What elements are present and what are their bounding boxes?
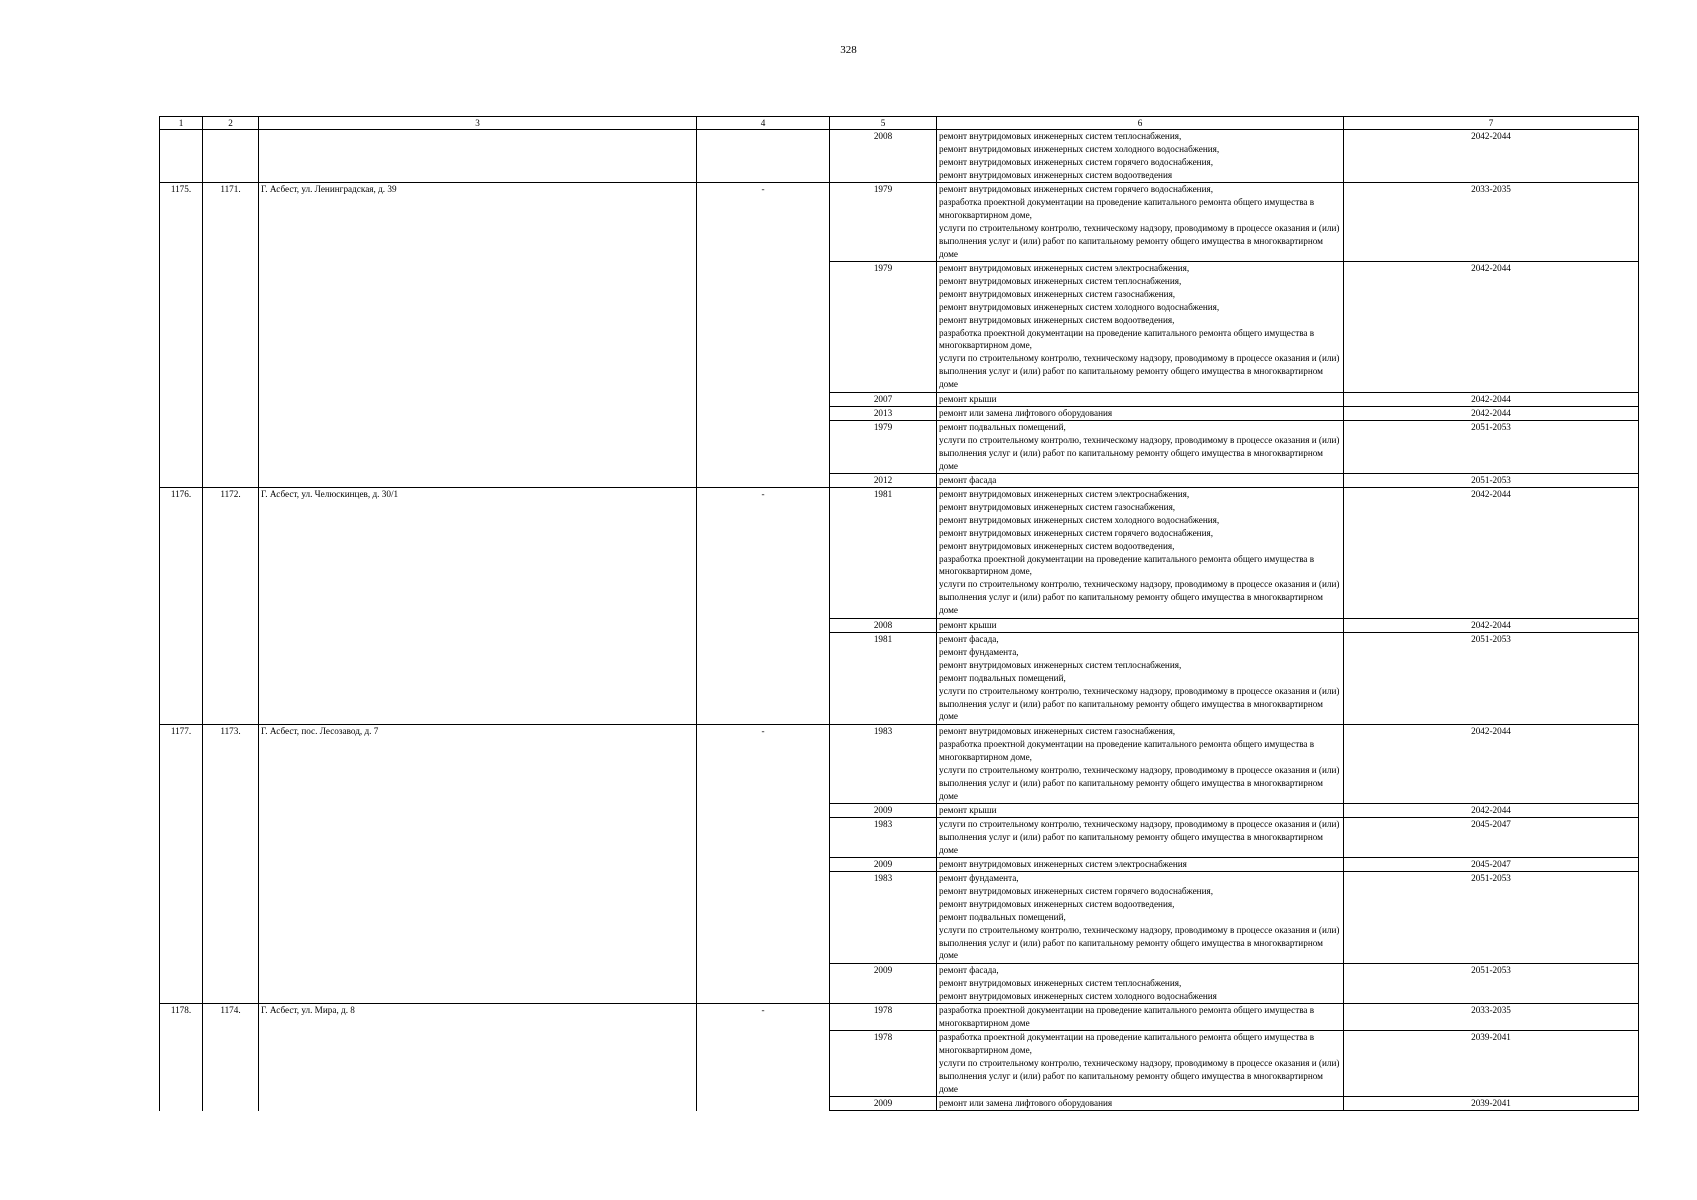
works-text: ремонт внутридомовых инженерных систем электроснабжения, ремонт внутридомовых инженерных систем теплоснабжения, ремонт внутридомовых инженерных систем газоснабжения, ремонт внутридомовых инженерных систем холодного водоснабжения, ремонт внутридомовых инженерных систем водоотведения, разработка проектной документации на проведение капитального ремонта общего имущества в многоквартирном доме, услуги по строительному контролю, техническому надзору, проводимому в процессе оказания и (или) выполнения услуг и (или) работ по капитальному ремонту общего имущества в многоквартирном доме: [939, 263, 1340, 390]
header-col-6: 6: [937, 117, 1344, 130]
year-cell: 1983: [830, 818, 937, 858]
works-cell: [937, 818, 1344, 858]
works-cell: [937, 619, 1344, 633]
row-number-cell: 1178.: [160, 1004, 203, 1111]
col4-cell: -: [697, 183, 830, 488]
year-cell: 1981: [830, 633, 937, 725]
period-cell: 2051-2053: [1344, 633, 1639, 725]
period-cell: 2042-2044: [1344, 725, 1639, 804]
period-cell: 2042-2044: [1344, 393, 1639, 407]
record-number-cell: [203, 130, 259, 183]
period-cell: 2042-2044: [1344, 262, 1639, 393]
col4-cell: [697, 130, 830, 183]
table-row: [160, 183, 1639, 262]
year-cell: 1979: [830, 262, 937, 393]
period-cell: 2042-2044: [1344, 407, 1639, 421]
year-cell: 1983: [830, 872, 937, 964]
row-number-cell: [160, 130, 203, 183]
record-number-cell: 1174.: [203, 1004, 259, 1111]
period-cell: 2051-2053: [1344, 421, 1639, 474]
works-text: ремонт внутридомовых инженерных систем электроснабжения: [939, 859, 1187, 869]
capital-repair-table: [159, 116, 1639, 1111]
works-cell: [937, 872, 1344, 964]
works-text: ремонт крыши: [939, 620, 997, 630]
works-text: ремонт фасада: [939, 475, 997, 485]
period-cell: 2042-2044: [1344, 488, 1639, 619]
address-cell: Г. Асбест, ул. Челюскинцев, д. 30/1: [259, 488, 697, 725]
works-text: ремонт или замена лифтового оборудования: [939, 408, 1113, 418]
header-col-7: 7: [1344, 117, 1639, 130]
works-cell: [937, 262, 1344, 393]
works-cell: [937, 421, 1344, 474]
year-cell: 2009: [830, 964, 937, 1004]
table-row: [160, 130, 1639, 183]
period-cell: 2045-2047: [1344, 818, 1639, 858]
period-cell: 2051-2053: [1344, 474, 1639, 488]
year-cell: 2012: [830, 474, 937, 488]
header-col-2: 2: [203, 117, 259, 130]
year-cell: 2008: [830, 130, 937, 183]
period-cell: 2033-2035: [1344, 183, 1639, 262]
header-col-4: 4: [697, 117, 830, 130]
year-cell: 2008: [830, 619, 937, 633]
year-cell: 1983: [830, 725, 937, 804]
works-text: ремонт внутридомовых инженерных систем электроснабжения, ремонт внутридомовых инженерных систем газоснабжения, ремонт внутридомовых инженерных систем холодного водоснабжения, ремонт внутридомовых инженерных систем горячего водоснабжения, ремонт внутридомовых инженерных систем водоотведения, разработка проектной документации на проведение капитального ремонта общего имущества в многоквартирном доме, услуги по строительному контролю, техническому надзору, проводимому в процессе оказания и (или) выполнения услуг и (или) работ по капитальному ремонту общего имущества в многоквартирном доме: [939, 489, 1340, 616]
header-row: [160, 117, 1639, 130]
works-cell: [937, 858, 1344, 872]
works-cell: [937, 725, 1344, 804]
year-cell: 2009: [830, 804, 937, 818]
year-cell: 1978: [830, 1004, 937, 1031]
period-cell: 2039-2041: [1344, 1097, 1639, 1111]
row-number-cell: 1177.: [160, 725, 203, 1004]
year-cell: 2009: [830, 858, 937, 872]
address-cell: Г. Асбест, ул. Мира, д. 8: [259, 1004, 697, 1111]
works-cell: [937, 964, 1344, 1004]
period-cell: 2051-2053: [1344, 964, 1639, 1004]
table-row: [160, 725, 1639, 804]
works-text: ремонт фасада, ремонт внутридомовых инженерных систем теплоснабжения, ремонт внутридомовых инженерных систем холодного водоснабжения: [939, 965, 1217, 1001]
works-text: услуги по строительному контролю, техническому надзору, проводимому в процессе оказания и (или) выполнения услуг и (или) работ по капитальному ремонту общего имущества в многоквартирном доме: [939, 819, 1340, 855]
record-number-cell: 1172.: [203, 488, 259, 725]
works-text: ремонт фасада, ремонт фундамента, ремонт внутридомовых инженерных систем теплоснабжения, ремонт подвальных помещений, услуги по строительному контролю, техническому надзору, проводимому в процессе оказания и (или) выполнения услуг и (или) работ по капитальному ремонту общего имущества в многоквартирном доме: [939, 634, 1340, 722]
period-cell: 2042-2044: [1344, 130, 1639, 183]
works-text: ремонт крыши: [939, 394, 997, 404]
works-text: ремонт фундамента, ремонт внутридомовых инженерных систем горячего водоснабжения, ремонт внутридомовых инженерных систем водоотведения, ремонт подвальных помещений, услуги по строительному контролю, техническому надзору, проводимому в процессе оказания и (или) выполнения услуг и (или) работ по капитальному ремонту общего имущества в многоквартирном доме: [939, 873, 1340, 961]
year-cell: 2013: [830, 407, 937, 421]
works-cell: [937, 393, 1344, 407]
works-cell: [937, 130, 1344, 183]
record-number-cell: 1173.: [203, 725, 259, 1004]
col4-cell: -: [697, 1004, 830, 1111]
works-text: ремонт подвальных помещений, услуги по строительному контролю, техническому надзору, проводимому в процессе оказания и (или) выполнения услуг и (или) работ по капитальному ремонту общего имущества в многоквартирном доме: [939, 422, 1340, 471]
works-cell: [937, 804, 1344, 818]
year-cell: 1979: [830, 183, 937, 262]
works-cell: [937, 1004, 1344, 1031]
year-cell: 1981: [830, 488, 937, 619]
works-cell: [937, 1097, 1344, 1111]
col4-cell: -: [697, 488, 830, 725]
table-row: [160, 1004, 1639, 1031]
record-number-cell: 1171.: [203, 183, 259, 488]
period-cell: 2045-2047: [1344, 858, 1639, 872]
table-row: [160, 488, 1639, 619]
period-cell: 2033-2035: [1344, 1004, 1639, 1031]
works-cell: [937, 407, 1344, 421]
works-text: ремонт внутридомовых инженерных систем горячего водоснабжения, разработка проектной документации на проведение капитального ремонта общего имущества в многоквартирном доме, услуги по строительному контролю, техническому надзору, проводимому в процессе оказания и (или) выполнения услуг и (или) работ по капитальному ремонту общего имущества в многоквартирном доме: [939, 184, 1340, 259]
row-number-cell: 1176.: [160, 488, 203, 725]
address-cell: [259, 130, 697, 183]
year-cell: 2009: [830, 1097, 937, 1111]
works-text: ремонт внутридомовых инженерных систем газоснабжения, разработка проектной документации на проведение капитального ремонта общего имущества в многоквартирном доме, услуги по строительному контролю, техническому надзору, проводимому в процессе оказания и (или) выполнения услуг и (или) работ по капитальному ремонту общего имущества в многоквартирном доме: [939, 726, 1340, 801]
page-number: 328: [840, 44, 857, 56]
header-col-1: 1: [160, 117, 203, 130]
works-text: разработка проектной документации на проведение капитального ремонта общего имущества в многоквартирном доме: [939, 1005, 1315, 1028]
address-cell: Г. Асбест, ул. Ленинградская, д. 39: [259, 183, 697, 488]
works-cell: [937, 183, 1344, 262]
period-cell: 2039-2041: [1344, 1031, 1639, 1097]
table-body: [160, 130, 1639, 1111]
period-cell: 2042-2044: [1344, 619, 1639, 633]
year-cell: 1978: [830, 1031, 937, 1097]
col4-cell: -: [697, 725, 830, 1004]
row-number-cell: 1175.: [160, 183, 203, 488]
works-text: разработка проектной документации на проведение капитального ремонта общего имущества в многоквартирном доме, услуги по строительному контролю, техническому надзору, проводимому в процессе оказания и (или) выполнения услуг и (или) работ по капитальному ремонту общего имущества в многоквартирном доме: [939, 1032, 1340, 1094]
works-text: ремонт внутридомовых инженерных систем теплоснабжения, ремонт внутридомовых инженерных систем холодного водоснабжения, ремонт внутридомовых инженерных систем горячего водоснабжения, ремонт внутридомовых инженерных систем водоотведения: [939, 131, 1220, 180]
works-cell: [937, 633, 1344, 725]
period-cell: 2042-2044: [1344, 804, 1639, 818]
year-cell: 2007: [830, 393, 937, 407]
works-text: ремонт крыши: [939, 805, 997, 815]
header-col-5: 5: [830, 117, 937, 130]
works-cell: [937, 1031, 1344, 1097]
works-text: ремонт или замена лифтового оборудования: [939, 1098, 1113, 1108]
period-cell: 2051-2053: [1344, 872, 1639, 964]
works-cell: [937, 488, 1344, 619]
works-cell: [937, 474, 1344, 488]
header-col-3: 3: [259, 117, 697, 130]
year-cell: 1979: [830, 421, 937, 474]
address-cell: Г. Асбест, пос. Лесозавод, д. 7: [259, 725, 697, 1004]
